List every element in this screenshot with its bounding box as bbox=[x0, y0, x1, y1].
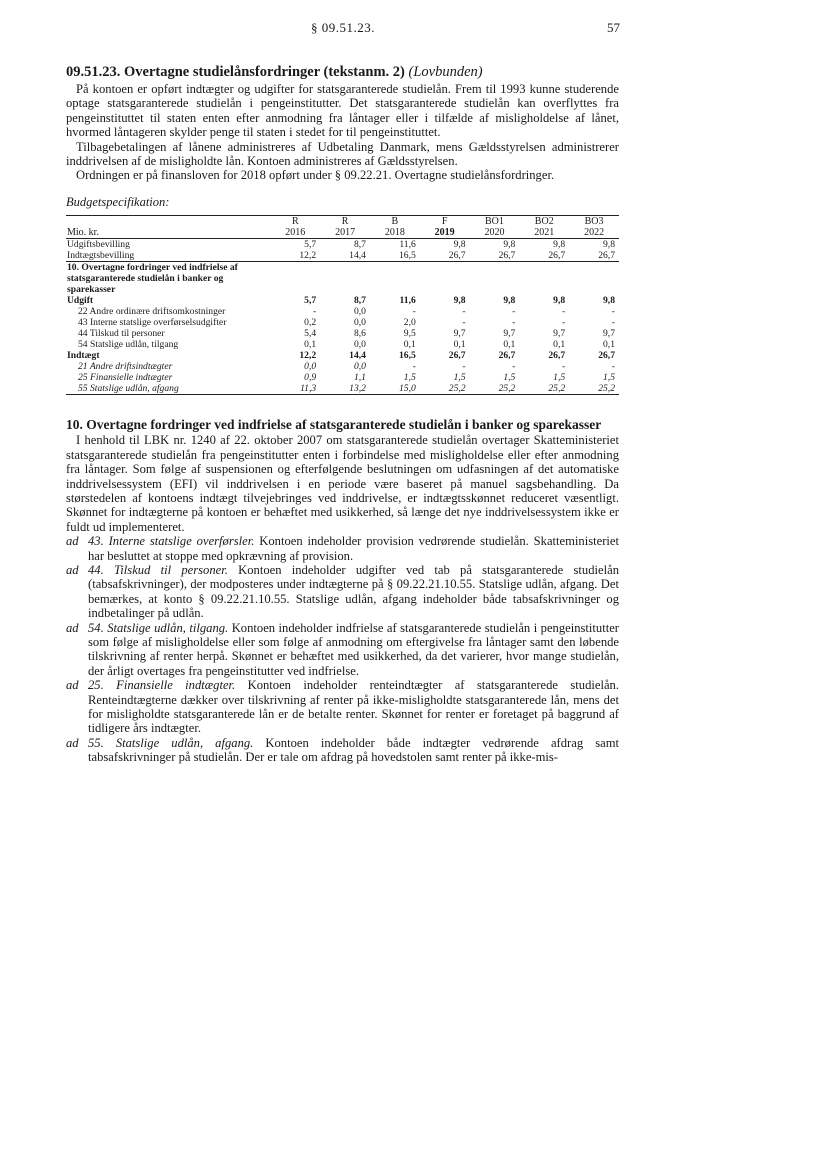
table-cell: - bbox=[512, 305, 516, 317]
table-cell bbox=[519, 261, 569, 295]
table-row bbox=[66, 250, 619, 262]
col-year: 2019 bbox=[420, 227, 470, 239]
table-cell: 1,5 bbox=[603, 371, 615, 383]
ad-item bbox=[66, 563, 619, 621]
table-cell: 0,1 bbox=[453, 338, 466, 350]
table-row bbox=[66, 350, 619, 361]
ad-item bbox=[66, 678, 619, 736]
table-cell: 25,2 bbox=[569, 383, 619, 395]
section-paragraph: Tilbagebetalingen af lånene administreres af Udbetaling Danmark, mens Gældsstyrelsen administrerer inddrivelsen af de misligholdte lån. Kontoen administreres af Gældsstyrelsen. bbox=[66, 139, 619, 169]
table-cell: 8,6 bbox=[353, 327, 366, 339]
ad-prefix: ad bbox=[66, 563, 79, 577]
table-cell bbox=[470, 261, 520, 295]
table-cell: 9,7 bbox=[553, 327, 566, 339]
ad-text: Kontoen indeholder både indtægter vedrørende afdrag samt tabsafskrivninger på studielån. Der er tale om afdrag på hovedstolen samt renter på ikke-mis- bbox=[88, 735, 619, 765]
row-label: 55 Statslige udlån, afgang bbox=[66, 383, 270, 395]
row-label: Udgift bbox=[67, 294, 94, 306]
table-row bbox=[66, 328, 619, 339]
ad-ref: 55. Statslige udlån, afgang. bbox=[88, 735, 254, 750]
table-cell: - bbox=[412, 360, 416, 372]
table-cell: 15,0 bbox=[370, 383, 420, 395]
ad-ref: 44. Tilskud til personer. bbox=[88, 563, 228, 577]
table-cell: 12,2 bbox=[299, 349, 317, 361]
table-cell: 8,7 bbox=[353, 238, 366, 250]
row-label: 25 Finansielle indtægter bbox=[78, 371, 173, 383]
col-type: F bbox=[420, 215, 470, 227]
table-cell: 26,7 bbox=[569, 250, 619, 262]
table-cell: - bbox=[561, 316, 566, 328]
table-cell: 0,9 bbox=[304, 371, 317, 383]
table-cell: 0,1 bbox=[553, 338, 566, 350]
budget-unit: Mio. kr. bbox=[66, 227, 270, 239]
table-cell bbox=[569, 261, 619, 295]
table-cell: 9,7 bbox=[603, 327, 615, 339]
table-cell: 14,4 bbox=[320, 250, 370, 262]
header-section-ref: § 09.51.23. bbox=[311, 20, 375, 35]
table-cell: 9,7 bbox=[453, 327, 466, 339]
ad-text: Kontoen indeholder provision vedrørende studielån. Skatteministeriet har besluttet at stoppe med opkrævning af provision. bbox=[88, 534, 619, 563]
table-cell: 13,2 bbox=[320, 383, 370, 395]
table-cell: 9,8 bbox=[503, 294, 516, 306]
table-cell: 25,2 bbox=[519, 383, 569, 395]
col-type: BO2 bbox=[519, 215, 569, 227]
table-cell: - bbox=[412, 305, 416, 317]
table-row bbox=[66, 339, 619, 350]
table-row bbox=[66, 317, 619, 328]
table-cell: 16,5 bbox=[398, 349, 416, 361]
table-cell: 26,7 bbox=[448, 349, 466, 361]
row-label: Indtægtsbevilling bbox=[66, 250, 270, 262]
ad-prefix: ad bbox=[66, 678, 79, 693]
table-cell: - bbox=[512, 316, 516, 328]
table-cell: 9,8 bbox=[603, 238, 615, 250]
table-row bbox=[66, 295, 619, 306]
table-cell: 0,1 bbox=[304, 338, 317, 350]
ad-prefix: ad bbox=[66, 534, 79, 549]
table-row bbox=[66, 383, 619, 395]
table-row bbox=[66, 361, 619, 372]
table-cell: 11,6 bbox=[399, 294, 416, 306]
section-paragraph: På kontoen er opført indtægter og udgifter for statsgaranterede studielån. Frem til 1993 kunne studerende optage statsgaranterede studielån i pengeinstitutter. Det statsgaranterede studielån kan overflyttes fra pengeinstituttet til staten enten efter anmodning fra låntager eller i tilfælde af misligholdelse af lånet, hvormed låntageren skylder penge til staten i stedet for til pengeinstituttet. bbox=[66, 82, 619, 140]
table-cell: 9,8 bbox=[603, 294, 615, 306]
row-label: Udgiftsbevilling bbox=[67, 238, 130, 250]
table-cell: 9,8 bbox=[553, 238, 566, 250]
page-number: 57 bbox=[607, 20, 620, 35]
running-header bbox=[66, 20, 620, 38]
section-heading bbox=[66, 64, 619, 81]
table-cell: 26,7 bbox=[548, 349, 566, 361]
account-intro: I henhold til LBK nr. 1240 af 22. oktober 2007 om statsgaranterede studielån overtager Skatteministeriet statsgaranterede studielån fra pengeinstitutter enten i forbindelse med misligholdelse eller efter anmodning fra låntager. Som følge af suspensionen og efterfølgende beslutningen om udfasningen af det automatiske inddrivelsessystem (EFI) vil inddrivelsen i en periode være baseret på manuel sagsbehandling. Da størstedelen af kontoens indtægt tilvejebringes ved inddrivelse, er indtægtsskønnet reduceret væsentligt. Skønnet for indtægterne på kontoen er behæftet med usikkerhed, så længe det nye inddrivelsessystem ikke er fuldt ud implementeret. bbox=[66, 433, 619, 534]
section-title: 09.51.23. Overtagne studielånsfordringer (tekstanm. 2) bbox=[66, 64, 405, 80]
table-row bbox=[66, 306, 619, 317]
table-cell: - bbox=[561, 360, 566, 372]
table-cell: 0,0 bbox=[353, 360, 366, 372]
table-cell bbox=[420, 261, 470, 295]
table-cell: - bbox=[611, 360, 615, 372]
table-cell: 25,2 bbox=[470, 383, 520, 395]
ad-ref: 25. Finansielle indtægter. bbox=[88, 678, 236, 693]
table-cell: 9,8 bbox=[553, 294, 566, 306]
table-row bbox=[66, 238, 619, 250]
table-cell: 2,0 bbox=[403, 316, 416, 328]
col-year: 2021 bbox=[519, 227, 569, 239]
table-cell: 16,5 bbox=[370, 250, 420, 262]
table-cell: - bbox=[611, 305, 615, 317]
table-cell: 5,7 bbox=[304, 238, 317, 250]
table-cell: 0,1 bbox=[403, 338, 416, 350]
table-cell: - bbox=[312, 305, 317, 317]
table-cell: 12,2 bbox=[270, 250, 320, 262]
budget-label: Budgetspecifikation: bbox=[66, 194, 170, 209]
row-label: 44 Tilskud til personer bbox=[78, 327, 165, 339]
row-label: 22 Andre ordinære driftsomkostninger bbox=[78, 305, 226, 317]
ad-ref: 54. Statslige udlån, tilgang. bbox=[88, 620, 229, 635]
ad-text: Kontoen indeholder indfrielse af statsgaranterede studielån i pengeinstitutter som følge af misligholdelse eller som følge af anmodning om eftergivelse fra låntager samt den løbende tilskrivning af renter herpå. Skønnet er behæftet med usikkerhed, da det varierer, hvor mange studielån, der årligt overtages fra pengeinstitutter ved indfrielse. bbox=[88, 620, 620, 678]
main-content bbox=[66, 64, 619, 765]
table-cell bbox=[270, 261, 320, 295]
table-cell: 5,7 bbox=[304, 294, 317, 306]
table-cell: 9,8 bbox=[503, 238, 516, 250]
budget-header-type-row bbox=[66, 215, 619, 227]
table-cell bbox=[320, 261, 370, 295]
row-label: 54 Statslige udlån, tilgang bbox=[78, 338, 179, 350]
ad-text: Kontoen indeholder udgifter ved tab på statsgaranterede studielån (tabsafskrivninger), der modposteres under indtægterne på § 09.22.21.10.55. Statslige udlån, afgang. Det bemærkes, at konto § 09.22.21.10.55. Statslige udlån, afgang indeholder både tabsafskrivninger og indbetalinger på udlån. bbox=[88, 563, 619, 621]
table-cell: - bbox=[611, 316, 615, 328]
table-cell: 26,7 bbox=[519, 250, 569, 262]
table-cell: 14,4 bbox=[349, 349, 366, 361]
ad-item bbox=[66, 534, 619, 563]
table-cell: 0,2 bbox=[304, 316, 317, 328]
table-cell: - bbox=[462, 360, 466, 372]
table-cell: 1,1 bbox=[353, 371, 366, 383]
table-cell: 9,5 bbox=[403, 327, 416, 339]
table-cell: - bbox=[561, 305, 566, 317]
ad-item bbox=[66, 736, 619, 765]
table-cell: 1,5 bbox=[553, 371, 566, 383]
table-cell: - bbox=[462, 316, 466, 328]
budget-table bbox=[66, 215, 619, 395]
table-cell: 0,1 bbox=[603, 338, 615, 350]
table-row bbox=[66, 372, 619, 383]
table-cell: 26,7 bbox=[498, 349, 516, 361]
col-type: R bbox=[270, 215, 320, 227]
table-cell: 11,3 bbox=[270, 383, 320, 395]
table-cell: 26,7 bbox=[470, 250, 520, 262]
table-cell: 0,0 bbox=[353, 305, 366, 317]
col-type: BO1 bbox=[470, 215, 520, 227]
col-type: BO3 bbox=[569, 215, 619, 227]
ad-ref: 43. Interne statslige overførsler. bbox=[88, 534, 255, 549]
table-cell: 0,0 bbox=[353, 338, 366, 350]
table-row bbox=[66, 261, 619, 295]
col-type: R bbox=[320, 215, 370, 227]
ad-prefix: ad bbox=[66, 735, 79, 750]
table-cell: 0,0 bbox=[353, 316, 366, 328]
ad-text: Kontoen indeholder renteindtægter af statsgaranterede studielån. Renteindtægterne dækker over tilskrivning af renter på ikke-misligholdte statsgaranterede lån, mens det for misligholdte statsgaranterede lån er de betalte renter. Skønnet for renter er foretaget på baggrund af tidligere års indtægter. bbox=[88, 678, 619, 736]
row-label: 21 Andre driftsindtægter bbox=[78, 360, 173, 372]
table-cell: 1,5 bbox=[403, 371, 416, 383]
ad-list bbox=[66, 534, 619, 765]
budget-header-year-row bbox=[66, 227, 619, 239]
table-cell: 5,4 bbox=[304, 327, 317, 339]
table-cell: 25,2 bbox=[420, 383, 470, 395]
col-type: B bbox=[370, 215, 420, 227]
table-cell bbox=[370, 261, 420, 295]
col-year: 2022 bbox=[569, 227, 619, 239]
section-paragraph: Ordningen er på finansloven for 2018 opført under § 09.22.21. Overtagne studielånsfordringer. bbox=[76, 168, 555, 183]
table-cell: 9,7 bbox=[503, 327, 516, 339]
table-cell: 8,7 bbox=[353, 294, 366, 306]
col-year: 2017 bbox=[320, 227, 370, 239]
table-cell: 0,0 bbox=[304, 360, 317, 372]
col-year: 2016 bbox=[270, 227, 320, 239]
row-label: 10. Overtagne fordringer ved indfrielse af statsgaranterede studielån i banker og sparekasser bbox=[67, 261, 238, 295]
col-year: 2020 bbox=[470, 227, 520, 239]
account-heading: 10. Overtagne fordringer ved indfrielse af statsgaranterede studielån i banker og sparekasser bbox=[66, 416, 602, 432]
ad-item bbox=[66, 621, 619, 679]
table-cell: 1,5 bbox=[503, 371, 516, 383]
row-label: 43 Interne statslige overførselsudgifter bbox=[78, 316, 227, 328]
col-year: 2018 bbox=[370, 227, 420, 239]
table-cell: - bbox=[462, 305, 466, 317]
row-label: Indtægt bbox=[67, 349, 100, 361]
table-cell: 9,8 bbox=[453, 238, 466, 250]
ad-prefix: ad bbox=[66, 620, 79, 635]
table-cell: 0,1 bbox=[503, 338, 516, 350]
table-cell: - bbox=[512, 360, 516, 372]
table-cell: 11,6 bbox=[399, 238, 416, 250]
table-cell: 26,7 bbox=[420, 250, 470, 262]
table-cell: 26,7 bbox=[598, 349, 615, 361]
table-cell: 9,8 bbox=[453, 294, 466, 306]
section-note: (Lovbunden) bbox=[408, 64, 483, 80]
table-cell: 1,5 bbox=[453, 371, 466, 383]
